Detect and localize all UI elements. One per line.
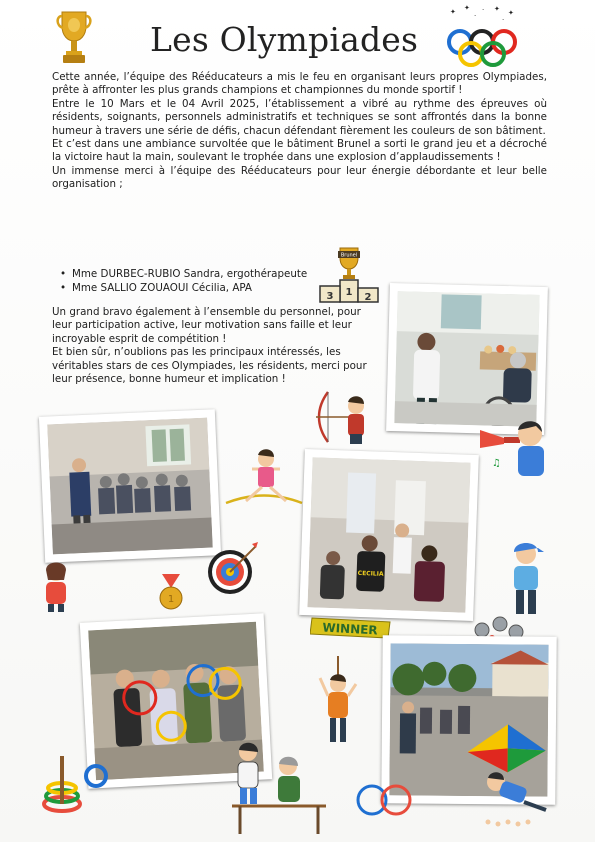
intro-text-block xyxy=(52,71,547,192)
reception-room-image xyxy=(394,291,539,427)
gold-trophy-icon xyxy=(56,8,92,66)
organizer-item: • Mme SALLIO ZOUAOUI Cécilia, APA xyxy=(58,281,307,295)
paragraph-thanks: Un immense merci à l’équipe des Rééducateurs pour leur énergie débordante et leur belle organisation ; xyxy=(52,164,547,191)
archer-sticker xyxy=(312,388,374,446)
svg-text:✦: ✦ xyxy=(450,8,456,16)
svg-text:·: · xyxy=(502,16,505,24)
ring-toss-sticker xyxy=(40,752,110,814)
shirt-text: CECILIA xyxy=(357,569,384,578)
organizer-list xyxy=(58,267,307,295)
hallway-team-image xyxy=(307,457,470,612)
organizer-item: • Mme DURBEC-RUBIO Sandra, ergothérapeute xyxy=(58,267,307,281)
photo-hallway-team xyxy=(299,449,479,621)
photo-activity-room xyxy=(39,409,221,563)
svg-text:✦: ✦ xyxy=(508,9,514,17)
winner-banner-text: WINNER xyxy=(322,620,378,638)
svg-text:·: · xyxy=(482,6,485,14)
kids-parallel-bars-sticker xyxy=(222,740,334,836)
svg-text:✦: ✦ xyxy=(494,5,500,13)
hoops-sticker xyxy=(354,778,414,822)
svg-text:✦: ✦ xyxy=(464,4,470,12)
svg-text:1: 1 xyxy=(167,594,175,605)
staff-text-block xyxy=(52,306,377,386)
archery-target-sticker xyxy=(204,540,260,600)
paragraph-intro: Cette année, l’équipe des Rééducateurs a mis le feu en organisant leurs propres Olympiades, prête à affronter les plus grands champions et championnes du monde sportif ! xyxy=(52,71,547,97)
svg-text:♫: ♫ xyxy=(492,458,501,469)
podium-banner-text: Brunel xyxy=(340,252,358,259)
boy-cap-sticker xyxy=(504,540,548,620)
podium-place-third: 3 xyxy=(326,291,334,302)
page-title: Les Olympiades xyxy=(150,20,419,59)
cheering-girl-sticker xyxy=(36,560,76,612)
svg-text:·: · xyxy=(474,12,477,20)
diving-kid-sticker xyxy=(476,766,556,830)
paragraph-staff: Un grand bravo également à l’ensemble du personnel, pour leur participation active, leur motivation sans faille et leur incroyable esprit de compétition ! xyxy=(52,306,361,345)
podium-trophy-sticker xyxy=(316,244,382,304)
podium-place-first: 1 xyxy=(345,287,353,298)
paragraph-dates: Entre le 10 Mars et le 04 Avril 2025, l’établissement a vibré au rythme des épreuves où résidents, soignants, personnels administratifs et techniques se sont affrontés dans la bonne humeur à travers une série de défis, chacun défendant fièrement les couleurs de son bâtiment. xyxy=(52,97,547,137)
trumpet-boy-sticker xyxy=(478,410,558,478)
gymnast-sticker xyxy=(222,445,306,515)
climber-sticker xyxy=(316,656,362,752)
activity-room-image xyxy=(47,418,213,555)
olympic-rings-icon xyxy=(442,4,522,72)
winner-banner-sticker xyxy=(310,612,392,640)
podium-place-second: 2 xyxy=(364,292,372,303)
gold-medal-sticker xyxy=(156,574,186,612)
paragraph-victory: Et c’est dans une ambiance survoltée que le bâtiment Brunel a sorti le grand jeu et a décroché la victoire haut la main, soulevant le trophée dans une explosion d’applaudissements ! xyxy=(52,138,547,164)
paragraph-residents: Et bien sûr, n’oublions pas les principaux intéressés, les véritables stars de ces Olympiades, les résidents, merci pour leur présence, bonne humeur et implication ! xyxy=(52,346,367,386)
